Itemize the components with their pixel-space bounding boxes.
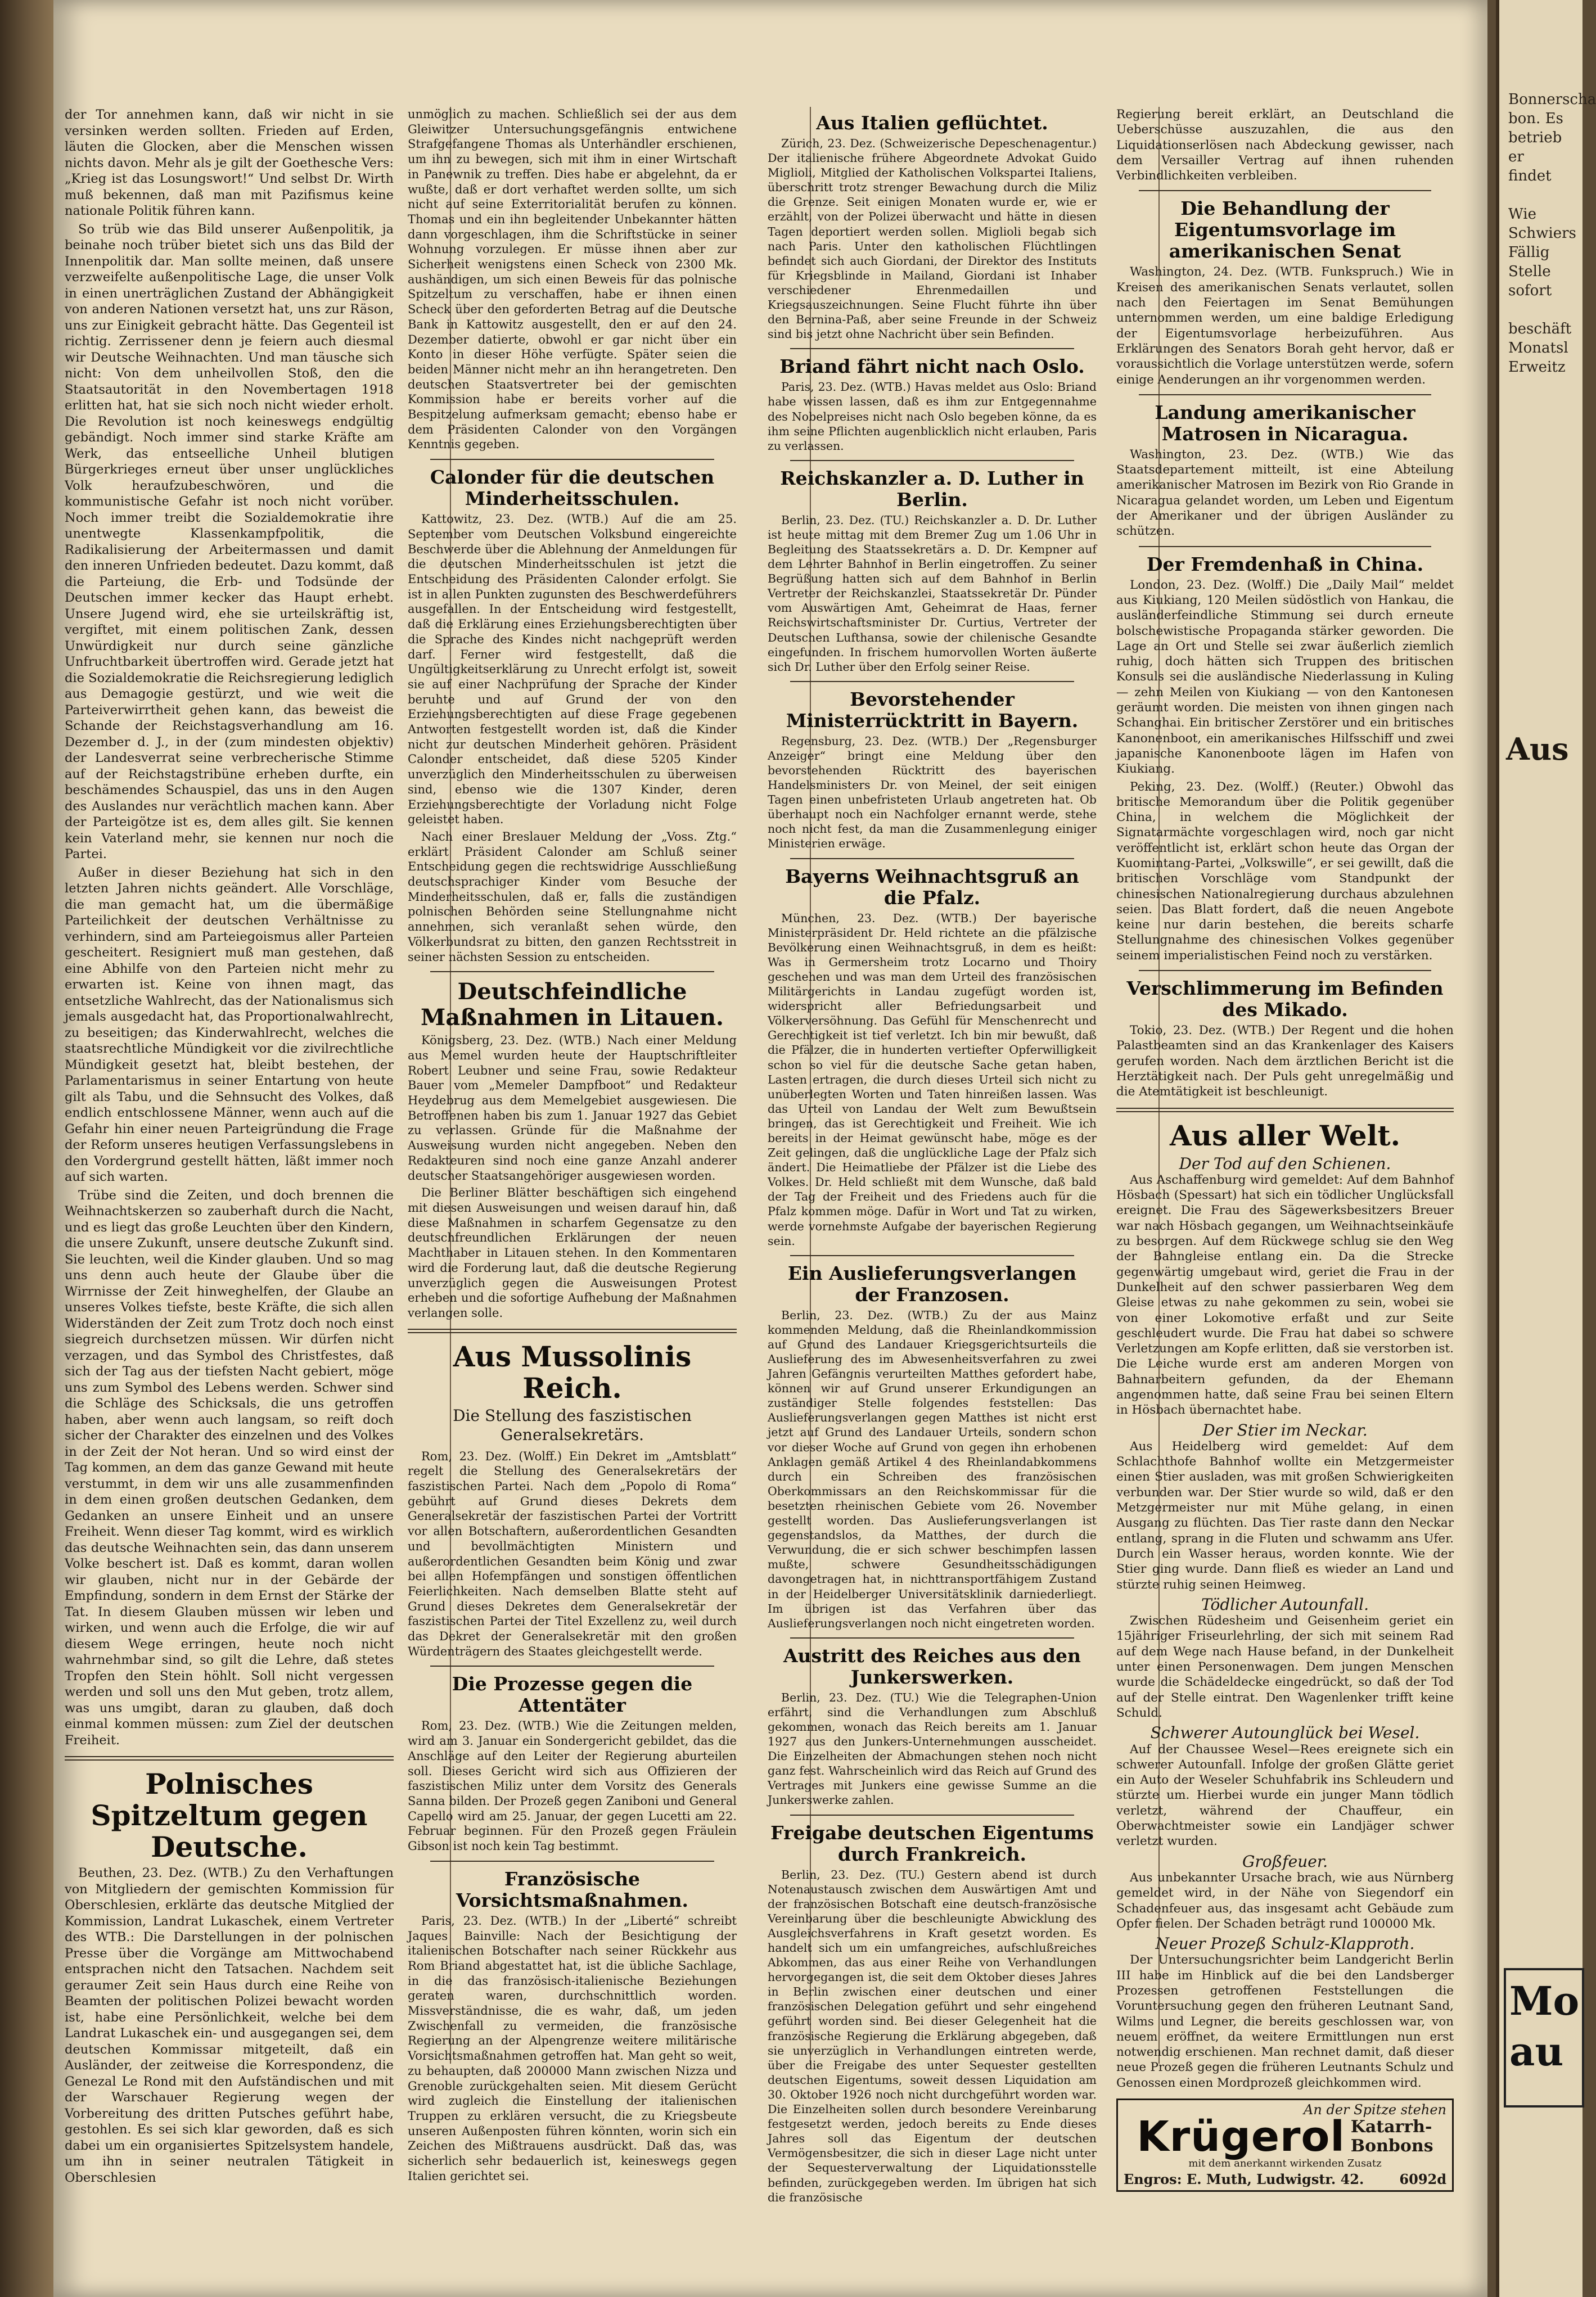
article-text: Beuthen, 23. Dez. (WTB.) Zu den Verhaftungen von Mitgliedern der gemischten Kommission für Oberschlesien, erklärte das deutsche Mitglied der Kommission, Landrat Lukaschek, einem Vertreter des WTB.: Die Darstellungen in der polnischen Presse über die Vorgänge am Mittwochabend entsprachen nicht den Tatsachen. Nachdem seit geraumer Zeit sein Haus durch eine Reihe von Beamten der politischen Polizei bewacht worden ist, habe eine Persönlichkeit, welche bei dem Landrat Lukaschek ein- und ausgegangen sei, dem deutschen Kommissar mitgeteilt, daß ein Ausländer, der zeitweise die Korrespondenz, die Genezal Le Rond mit den Aufständischen und mit der Warschauer Regierung wegen der Vorbereitung des dritten Putsches geführt habe, gestohlen. Es sei sich klar geworden, daß es sich dabei um ein organisiertes Spitzelsystem handele, um ihn in seiner neutralen Tätigkeit in Oberschlesien (65, 1866, 394, 2185)
headline-senat: Die Behandlung der Eigentumsvorlage im amerikanischen Senat (1169, 197, 1401, 263)
krugerol-advertisement (1116, 2099, 1454, 2192)
adjacent-page-ad (1504, 1968, 1584, 2108)
divider (1139, 190, 1431, 191)
headline-mussolini: Aus Mussolinis Reich. (453, 1339, 692, 1405)
left-book-spine (0, 0, 53, 2297)
article-text: Berlin, 23. Dez. (TU.) Wie die Telegraphen-Union erfährt, sind die Verhandlungen zum Abschluß gekommen, wonach das Reich bereits am 1. Januar 1927 aus den Junkers-Unternehmungen ausscheidet. Die Einzelheiten der Abmachungen stehen noch nicht ganz fest. Wahrscheinlich wird das Reich auf Grund des Vertrages mit Junkers eine gewisse Summe an die Junkerswerke zahlen. (768, 1690, 1097, 1807)
subheading: Neuer Prozeß Schulz-Klapproth. (1155, 1934, 1415, 1953)
article-text: Der Untersuchungsrichter beim Landgericht Berlin III habe im Hinblick auf die bei den Landsberger Prozessen getroffenen Feststellungen die Voruntersuchung gegen den früheren Leutnant Sand, Wilms und Legner, die bereits geschlossen war, von neuem eröffnet, da weitere Ermittlungen nun erst notwendig erschienen. Man rechnet damit, daß dieser neue Prozeß gegen die früheren Leutnants Schulz und Genossen einen Mordprozeß gleichkommen wird. (1116, 1953, 1454, 2090)
headline-eigentum: Freigabe deutschen Eigentums durch Frankreich. (770, 1821, 1094, 1865)
article-text: Rom, 23. Dez. (Wolff.) Ein Dekret im „Amtsblatt“ regelt die Stellung des Generalsekretärs der faszistischen Partei. Nach dem „Popolo di Roma“ gebührt auf Grund dieses Dekrets dem Generalsekretär der faszistischen Partei der Vortritt vor allen Botschaftern, außerordentlichen Gesandten und bevollmächtigten Ministern und außerordentlichen Gesandten beim König und zwar bei allen Hofempfängen und sonstigen öffentlichen Feierlichkeiten. Nach demselben Blatte steht auf Grund dieses Dekretes dem Generalsekretär der faszistischen Partei der Titel Exzellenz zu, weil durch das Dekret der Generalsekretär mit den großen Würdenträgern des Staates gleichgestellt werde. (408, 1449, 737, 1658)
headline-prozesse: Die Prozesse gegen die Attentäter (452, 1673, 693, 1717)
article-text: Tokio, 23. Dez. (WTB.) Der Regent und die hohen Palastbeamten sind an das Krankenlager des Kaisers gerufen worden. Nach dem ärztlichen Bericht ist die Herztätigkeit nach. Der Puls geht unregelmäßig und die Atemtätigkeit ist beschleunigt. (1116, 1023, 1454, 1099)
headline-aus-aller-welt: Aus aller Welt. (1169, 1118, 1401, 1152)
article-text: Königsberg, 23. Dez. (WTB.) Nach einer Meldung aus Memel wurden heute der Hauptschriftleiter Robert Leubner und seine Frau, sowie Redakteur Bauer vom „Memeler Dampfboot“ und Redakteur Heydebrug aus dem Memelgebiet ausgewiesen. Die Betroffenen haben bis zum 1. Januar 1927 das Gebiet zu verlassen. Gründe für die Maßnahme der Ausweisung wurden nicht angegeben. Neben den Redakteuren sind noch eine ganze Anzahl anderer deutscher Staatsangehöriger ausgewiesen worden. (408, 1034, 737, 1183)
divider (790, 348, 1074, 349)
article-text: Berlin, 23. Dez. (WTB.) Zu der aus Mainz kommenden Meldung, daß die Rheinlandkommission auf Grund des Landauer Kriegsgerichtsurteils die Auslieferung des im Abwesenheitsverfahren zu zwei Jahren Gefängnis verurteilten Matthes gefordert habe, können wir auf Grund unserer Erkundigungen an zuständiger Stelle folgendes feststellen: Das Auslieferungsverlangen gegen Matthes ist nicht erst jetzt auf Grund des Landauer Urteils, sondern schon vor dieser Woche auf Grund von gegen ihn erhobenen Anklagen gemäß Artikel 4 des Rheinlandabkommens durch ein Schreiben des französischen Oberkommissars an den Reichskommissar für die besetzten rheinischen Gebiete vom 26. November gestellt worden. Das Auslieferungsverlangen ist gegenstandslos, da Matthes, der durch die Verwundung, die er sich schwer beschimpfen lassen mußte, schwere Gesundheitsschädigungen davongetragen hat, in nichttransportfähigem Zustand in der Heidelberger Universitätsklinik darniederliegt. Im übrigen ist das Verfahren über das Auslieferungsverlangen noch nicht eingetreten worden. (768, 1308, 1097, 1630)
article-text: Rom, 23. Dez. (WTB.) Wie die Zeitungen melden, wird am 3. Januar ein Sondergericht gebildet, das die Anschläge auf den Leiter der Regierung aburteilen soll. Dieses Gericht wird sich aus Offizieren der faszistischen Miliz unter dem Vorsitz des Generals Sanna bilden. Der Prozeß gegen Zaniboni und General Capello wird am 25. Januar, der gegen Lucetti am 22. Februar beginnen. Für den Prozeß gegen Fräulein Gibson ist noch kein Tag bestimmt. (408, 1719, 737, 1853)
article-text: Trübe sind die Zeiten, und doch brennen die Weihnachtskerzen so zauberhaft durch die Nacht, und es liegt das große Leuchten über den Kindern, die unsere Zukunft, unsere deutsche Zukunft sind. Sie leuchten, weil die Kinder glauben. Und so mag uns denn auch heute der Glaube über die Wirrnisse der Zeit hinweghelfen, der Glaube an unseres Volkes tiefste, beste Kräfte, die sich allen Widerständen der Zeit zum Trotz doch noch einst siegreich durchsetzen müssen. Wir dürfen nicht verzagen, und das Symbol des Christfestes, daß sich der Tag aus der tiefsten Nacht gebiert, möge uns zum Symbol des Lebens werden. Schwer sind die Schläge des Schicksals, die uns getroffen haben, aber wenn auch langsam, so reift doch sicher der Charakter des einzelnen und des Volkes in der Zeit der Not heran. Und so wird einst der Tag kommen, an dem das ganze Gewand mit heute verstummt, in dem wir uns alle zusammenfinden in dem einen großen deutschen Gedanken, dem Gedanken an unsere Einheit und an unsere Freiheit. Wenn dieser Tag kommt, wird es wirklich das deutsche Weihnachten sein, das dann unserem Volke beschert ist. Daß es kommt, daran wollen wir glauben, nicht nur in der Gebärde der Empfindung, sondern in dem Ernst der Stärke der Tat. In diesem Glauben müssen wir leben und wirken, und wenn auch die Erfolge, die wir auf diesem Wege erringen, heute noch nicht wahrnehmbar sind, so gilt die Lehre, daß stetes Tropfen den Stein höhlt. Soll nicht vergessen werden und soll uns den Mut geben, trotz allem, was uns umgibt, daran zu glauben, daß doch einmal kommen müssen: zum Ziel der deutschen Freiheit. (65, 1188, 394, 1748)
article-text: Aus Heidelberg wird gemeldet: Auf dem Schlachthofe Bahnhof wollte ein Metzgermeister einen Stier ausladen, was mit großen Schwierigkeiten verbunden war. Der Stier wurde so wild, daß er den Metzgermeister nur mit Mühe gelang, in einen Ausgang zu flüchten. Das Tier raste dann den Neckar entlang, sprang in die Fluten und schwamm ans Ufer. Durch ein Wasser heraus, worden konnte. Wie der Stier ging wurde. Dann fließ es wieder an Land und stürzte ruhig seinen Heimweg. (1116, 1439, 1454, 1592)
divider (430, 459, 714, 460)
ad-brand-name: Krügerol (1137, 2112, 1345, 2161)
newspaper-page (53, 0, 1487, 2297)
headline-minister: Bevorstehender Ministerrücktritt in Bayern. (786, 688, 1079, 732)
headline-briand: Briand fährt nicht nach Oslo. (779, 355, 1085, 378)
article-text: Die Berliner Blätter beschäftigen sich eingehend mit diesen Ausweisungen und weisen darauf hin, daß diese Maßnahmen in scharfem Gegensatze zu den deutschfreundlichen Erklärungen der neuen Machthaber in Litauen stehen. In den Kommentaren wird die Forderung laut, daß die deutsche Regierung unverzüglich gegen die Ausweisungen Protest erheben und die sofortige Aufhebung der Maßnahmen verlangen solle. (408, 1186, 737, 1320)
article-text: Kattowitz, 23. Dez. (WTB.) Auf die am 25. September vom Deutschen Volksbund eingereichte Beschwerde über die Ablehnung der Anmeldungen für die deutschen Minderheitsschulen ist jetzt die Entscheidung des Präsidenten Calonder erfolgt. Sie ist in allen Punkten zugunsten des Beschwerdeführers ausgefallen. In der Entscheidung wird festgestellt, daß die Erklärung eines Erziehungsberechtigten über die Sprache des Kindes nicht nachgeprüft werden darf. Ferner wird festgestellt, daß die Ungültigkeitserklärung zu Unrecht erfolgt ist, soweit sie auf einer Nachprüfung der Sprache der Kinder beruhte und auf Grund der von den Erziehungsberechtigten auf diese Frage gegebenen Antworten festgestellt worden ist, daß die Kinder nicht zur deutschen Minderheit gehören. Präsident Calonder entscheidet, daß diese 5205 Kinder unverzüglich den Minderheitsschulen zu überweisen sind, ebenso wie die 1307 Kinder, deren Erziehungsberechtigte der Vorladung nicht Folge geleistet haben. (408, 512, 737, 827)
divider (65, 1756, 394, 1761)
article-text: Nach einer Breslauer Meldung der „Voss. Ztg.“ erklärt Präsident Calonder am Schluß seiner Entscheidung gegen die rechtswidrige Ausschließung deutschsprachiger Kinder vom Besuche der Minderheitsschulen, daß er, falls die zuständigen polnischen Behörden seine Stellungnahme nicht annehmen, sich veranlaßt sehen würde, den Völkerbundsrat zu bitten, den ganzen Rechtsstreit in seiner nächsten Session zu entscheiden. (408, 829, 737, 964)
article-text: Peking, 23. Dez. (Wolff.) (Reuter.) Obwohl das britische Memorandum über die Politik gegenüber China, in welchem die Möglichkeit der Signatarmächte vorgeschlagen wird, noch gar nicht veröffentlicht ist, erklärt schon heute das Organ der Kuomintang-Partei, „Volkswille“, er sei gewillt, daß die britischen Vorschläge vom Standpunkt der chinesischen Nationalregierung durchaus abzulehnen seien. Das Blatt fordert, daß die neuen Angebote keine nur darin bestehen, die bereits scharfe Stellungnahme des chinesischen Volkes gegenüber seinem imperialistischen Feind noch zu verstärken. (1116, 779, 1454, 963)
headline-junkers: Austritt des Reiches aus den Junkerswerken. (783, 1644, 1081, 1688)
headline-china: Der Fremdenhaß in China. (1146, 553, 1424, 575)
divider (790, 1815, 1074, 1816)
divider (1139, 394, 1431, 395)
adjacent-page-headline: Aus (1506, 731, 1569, 767)
divider (1139, 970, 1431, 971)
subheading: Tödlicher Autounfall. (1201, 1595, 1369, 1614)
ad-code: 6092d (1399, 2170, 1446, 2187)
subheading: Der Tod auf den Schienen. (1179, 1154, 1391, 1173)
article-text: Aus unbekannter Ursache brach, wie aus Nürnberg gemeldet wird, in der Nähe von Siegendorf ein Schadenfeuer aus, das insgesamt acht Gebäude zum Opfer fielen. Der Schaden beträgt rund 100000 Mk. (1116, 1870, 1454, 1931)
article-text: Aus Aschaffenburg wird gemeldet: Auf dem Bahnhof Hösbach (Spessart) hat sich ein tödlicher Unglücksfall ereignet. Die Frau des Sägewerksbesitzers Breuer war nach Hösbach gegangen, um Weihnachtseinkäufe zu besorgen. Auf dem Rückwege schlug sie den Weg der Bahngleise entlang ein. Da die Strecke gegenwärtig umgebaut wird, geriet die Frau in der Dunkelheit auf den schwer passierbaren Weg dem Gleise etwas zu nahe gekommen zu sein, wobei sie von einer Lokomotive erfaßt und zur Seite geschleudert wurde. Die Frau hat dabei so schwere Verletzungen am Kopfe erlitten, daß sie verstorben ist. Die Leiche wurde erst am anderen Morgen von Bahnarbeitern gefunden, da der Ehemann angenommen hatte, daß seine Frau bei seinen Eltern in Hösbach übernachtet habe. (1116, 1172, 1454, 1418)
article-text: Zwischen Rüdesheim und Geisenheim geriet ein 15jähriger Friseurlehrling, der sich mit seinem Rad auf dem Wege nach Hause befand, in der Dunkelheit unter einen Personenwagen. Dem jungen Menschen wurde die Schädeldecke eingedrückt, so daß der Tod auf der Stelle eintrat. Den Wagenlenker trifft keine Schuld. (1116, 1614, 1454, 1720)
article-text: Washington, 24. Dez. (WTB. Funkspruch.) Wie in Kreisen des amerikanischen Senats verlautet, sollen nach den Feiertagen im Senat Bemühungen unternommen werden, um eine baldige Erledigung der Eigentumsvorlage herbeizuführen. Aus Erklärungen des Senators Borah geht hervor, daß er voraussichtlich die Vorlage unterstützen werde, sofern einige Aenderungen an ihr vorgenommen werden. (1116, 265, 1454, 387)
divider (790, 460, 1074, 461)
divider (430, 1666, 714, 1667)
column-4 (1116, 107, 1454, 2192)
headline-pfalz: Bayerns Weihnachtsgruß an die Pfalz. (785, 865, 1079, 909)
adjacent-page-text: Bonnerscha bon. Es betrieb er findet Wie Schwiers Fällig Stelle sofort beschäft Monatsl Erweitz (1508, 91, 1596, 376)
article-text: Paris, 23. Dez. (WTB.) In der „Liberté“ schreibt Jaques Bainville: Nach der Besichtigung der italienischen Botschafter nach seiner Rückkehr aus Rom Briand abgestattet hat, ist die übliche Sachlage, in die das französisch-italienische Beziehungen geraten waren, durchschnittlich worden. Missverständnisse, die es wahr, daß, um jeden Zwischenfall zu vermeiden, die französische Regierung an der Alpengrenze weitere militärische Vorsichtsmaßnahmen getroffen hat. Man geht so weit, zu behaupten, daß 200000 Mann zwischen Nizza und Grenoble zurückgehalten seien. Mit diesem Gerücht wird zugleich die Einstellung der italienischen Truppen zu erklären versucht, die zu Kriegsbeute unseren Außenposten führen könnten, worin sich ein Zeichen des Mißtrauens ausdrückt. Daß das, was sicherlich sehr bedauerlich ist, keineswegs gegen Italien gerichtet sei. (408, 1914, 737, 2183)
article-text: Auf der Chaussee Wesel—Rees ereignete sich ein schwerer Autounfall. Infolge der großen Glätte geriet ein Auto der Weseler Schuhfabrik ins Schleudern und stürzte um. Hierbei wurde ein junger Mann tödlich verletzt, während der Chauffeur, ein Oberwachtmeister sowie ein Landjäger schwer verletzt wurden. (1116, 1742, 1454, 1849)
headline-mikado: Verschlimmerung im Befinden des Mikado. (1126, 977, 1444, 1021)
headline-luther: Reichskanzler a. D. Luther in Berlin. (780, 467, 1084, 511)
article-text: Berlin, 23. Dez. (TU.) Reichskanzler a. D. Dr. Luther ist heute mittag mit dem Bremer Zug um 1.06 Uhr in Begleitung des Staatssekretärs a. D. Dr. Kempner auf dem Lehrter Bahnhof in Berlin eingetroffen. Zu seiner Begrüßung hatten sich auf dem Bahnhof in Berlin Vertreter der Reichskanzlei, Staatssekretär Dr. Pünder vom Auswärtigen Amt, Geheimrat de Haas, ferner Reichswirtschaftsminister Dr. Curtius, Vertreter der Deutschen Lufthansa, sowie der chilenische Gesandte eingefunden. In frischem humorvollen Worten äußerte sich Dr. Luther über den Erfolg seiner Reise. (768, 513, 1097, 674)
column-1 (65, 107, 394, 2188)
headline-auslieferung: Ein Auslieferungsverlangen der Franzosen. (787, 1262, 1077, 1306)
ad-note: mit dem anerkannt wirkenden Zusatz (1188, 2158, 1382, 2170)
article-text: So trüb wie das Bild unserer Außenpolitik, ja beinahe noch trüber bietet sich uns das Bild der Innenpolitik dar. Man sollte meinen, daß unsere verzweifelte außenpolitische Lage, die unser Volk in einen unerträglichen Zustand der Abhängigkeit von anderen Nationen versetzt hat, uns zur Räson, uns zur Einigkeit gebracht hätte. Das Gegenteil ist richtig. Zerrissener denn je feiern auch diesmal wir Deutsche Weihnachten. Und man täusche sich nicht: Von dem unheilvollen Stoß, den die Staatsautorität in den Novembertagen 1918 erlitten hat, hat sie sich noch nicht wieder erholt. Die Revolution ist noch keineswegs endgültig gebändigt. Noch immer sind starke Kräfte am Werk, das entseelliche Unheil blutigen Bürgerkrieges erneut über unser unglückliches Volk heraufzubeschwören, und die kommunistische Gefahr ist noch nicht vorüber. Noch immer treibt die Sozialdemokratie ihre unentwegte Klassenkampfpolitik, die Radikalisierung der Arbeitermassen und damit den inneren Unfrieden bedeutet. Dazu kommt, daß die Parteiung, die Erb- und Todsünde der Deutschen immer kecker das Haupt erhebt. Unsere Jugend wird, ehe sie urteilskräftig ist, vergiftet, mit einem politischen Zank, dessen Unwürdigkeit nur durch seine gänzliche Unfruchtbarkeit übertroffen wird. Gerade jetzt hat die Sozialdemokratie die Reichsregierung lediglich aus Demagogie gestürzt, und wie weit die Parteiverwirrtheit gehen kann, das beweist die Schande der Reichstagsverhandlung am 16. Dezember d. J., in der (zum mindesten objektiv) der Landesverrat seine verbrecherische Stimme auf der Reichstagstribüne erheben durfte, ein beschämendes Schauspiel, das uns in den Augen des Auslandes nur verächtlich machen kann. Aber der Parteigötze ist es, dem alles gilt. Sie kennen kein Vaterland mehr, sie kennen nur noch die Partei. (65, 222, 394, 861)
article-text: Paris, 23. Dez. (WTB.) Havas meldet aus Oslo: Briand habe wissen lassen, daß es ihm zur Entgegennahme des Nobelpreises nicht nach Oslo begeben könne, da es ihm seine Pflichten augenblicklich nicht erlauben, Paris zu verlassen. (768, 380, 1097, 453)
adjacent-page-edge (1496, 0, 1596, 2297)
ad-product (1351, 2118, 1433, 2156)
article-text: London, 23. Dez. (Wolff.) Die „Daily Mail“ meldet aus Kiukiang, 120 Meilen südöstlich von Hankau, die ausländerfeindliche Stimmung sei durch erneute bolschewistische Propaganda stärker geworden. Die Lage an Ort und Stelle sei zwar äußerlich ziemlich ruhig, doch hätten sich Truppen des britischen Konsuls sei die ausländische Niederlassung in Kuling — zehn Meilen von Kiukiang — von den Kantonesen geräumt worden. Die meisten von ihnen gingen nach Schanghai. Ein britischer Zerstörer und ein britisches Kanonenboot, ein amerikanisches Hilfsschiff und zwei japanische Kanonenboote lägen im Hafen von Kiukiang. (1116, 577, 1454, 777)
headline-vorsicht: Französische Vorsichtsmaßnahmen. (456, 1867, 689, 1911)
article-text: Regensburg, 23. Dez. (WTB.) Der „Regensburger Anzeiger“ bringt eine Meldung über den bevorstehenden Rücktritt des bayerischen Handelsministers Dr. von Meinel, der seit einigen Tagen einen unbefristeten Urlaub angetreten hat. Ob überhaupt noch ein Nachfolger ernannt werde, stehe noch nicht fest, da man die Zusammenlegung einiger Ministerien erwäge. (768, 734, 1097, 851)
divider (430, 1861, 714, 1862)
headline-italien: Aus Italien geflüchtet. (816, 112, 1048, 134)
article-text: Washington, 23. Dez. (WTB.) Wie das Staatsdepartement mitteilt, ist eine Abteilung amerikanischer Matrosen im Bezirk von Rio Grande in Nicaragua gelandet worden, um Leben und Eigentum der Amerikaner und der übrigen Ausländer zu schützen. (1116, 447, 1454, 539)
article-text: Außer in dieser Beziehung hat sich in den letzten Jahren nichts geändert. Alle Vorschläge, die man gemacht hat, um die übermäßige Parteilichkeit der deutschen Verhältnisse zu verhindern, sind am Parteiegoismus aller Parteien gescheitert. Resigniert muß man gestehen, daß eine Abhilfe von den Parteien nicht mehr zu erwarten ist. Keine von ihnen magt, das entsetzliche Wahlrecht, das der Nationalismus sich jemals ausgedacht hat, das Proportionalwahlrecht, zu beseitigen; das Kinderwahlrecht, welches die staatsrechtliche Mündigkeit vor die zivilrechtliche Mündigkeit gesetzt hat, bleibt bestehen, der Parlamentarismus in seiner Entartung von heute gilt als Tabu, und die Sehnsucht des Volkes, daß endlich entschlossene Männer, wenn auch auf die Gefahr hin einer neuen Parteigründung die Frage der Reform unseres heutigen Verfassungslebens in den Vordergrund gestellt hätten, läßt immer noch auf sich warten. (65, 865, 394, 1184)
divider (790, 858, 1074, 859)
article-text: Berlin, 23. Dez. (TU.) Gestern abend ist durch Notenaustausch zwischen dem Auswärtigen Amt und der französischen Botschaft eine deutsch-französische Vereinbarung über die beschleunigte Abwicklung des Ausgleichsverfahrens in Kraft gesetzt worden. Es handelt sich um ein umfangreiches, aufschlußreiches Abkommen, das aus einer Reihe von Verhandlungen hervorgegangen ist, die seit dem Oktober dieses Jahres in Berlin zwischen einer deutschen und einer französischen Delegation geführt und sehr eingehend geführt worden sind. Bei dieser Gelegenheit hat die französische Regierung die Erklärung abgegeben, daß sie unverzüglich in Verhandlungen eintreten werde, über die Freigabe des unter Sequester gestellten deutschen Eigentums, soweit dessen Liquidation am 30. Oktober 1926 noch nicht durchgeführt worden war. Die Einzelheiten sollen durch besondere Vereinbarung festgesetzt werden, jedoch bereits zu Ende dieses Jahres soll das Eigentum der deutschen Vermögensbesitzer, die sich in dieser Lage nicht unter der Sequesterverwaltung der Liquidationsstelle befinden, zurückgegeben werden. Im übrigen hat sich die französische (768, 1867, 1097, 2204)
headline-nicaragua: Landung amerikanischer Matrosen in Nicaragua. (1155, 401, 1415, 445)
column-3 (768, 107, 1097, 2207)
subheading: Großfeuer. (1242, 1852, 1328, 1871)
divider (790, 681, 1074, 682)
ad-wholesale: Engros: E. Muth, Ludwigstr. 42. (1124, 2170, 1364, 2187)
ad-tagline: An der Spitze stehen (1304, 2102, 1446, 2118)
divider (1139, 546, 1431, 547)
ad-product-line: Katarrh- (1350, 2117, 1432, 2137)
headline-calonder: Calonder für die deutschen Minderheitsschulen. (430, 466, 715, 510)
article-text: Zürich, 23. Dez. (Schweizerische Depeschenagentur.) Der italienische frühere Abgeordnete Advokat Guido Miglioli, Mitglied der Katholischen Volkspartei Italiens, überschritt trotz strenger Bewachung durch die Miliz die Grenze. Seit einigen Monaten wurde er, wie er erzählt, von der Polizei überwacht und hätte in diesen Tagen deportiert werden sollen. Miglioli begab sich nach Paris. Unter den katholischen Flüchtlingen befindet sich auch Giordani, der Direktor des Instituts für Kriegsblinde in Mailand, Giordani ist Inhaber verschiedener Ehrenmedaillen und Kriegsauszeichnungen. Seine Flucht führte ihn über den Bernina-Paß, aber seine Freunde in der Schweiz sind bis jetzt ohne Nachricht über sein Befinden. (768, 137, 1097, 341)
article-text: unmöglich zu machen. Schließlich sei der aus dem Gleiwitzer Untersuchungsgefängnis entwichene Strafgefangene Thomas als Unterhändler erschienen, um ihn zu bewegen, sich mit ihm in einer Wirtschaft in Panewnik zu treffen. Dies habe er abgelehnt, da er wußte, daß er dort verhaftet werden sollte, um sich nicht auf seine Exterritorialität berufen zu können. Thomas und ein ihn begleitender Unbekannter hätten dann vorgeschlagen, ihm die Schriftstücke in seiner Wohnung vorzulegen. Er müsse ihnen aber zur Sicherheit wenigstens einen Scheck von 2300 Mk. aushändigen, um sich einen Beweis für das polnische Spitzeltum zu verschaffen, habe er ihnen einen Scheck über den geforderten Betrag auf die Deutsche Bank in Kattowitz ausgestellt, den er auf den 24. Dezember datierte, obwohl er gar nicht über ein Konto in dieser Höhe verfügte. Später seien die beiden Männer nicht mehr an ihn herangetreten. Den deutschen Staatsvertreter bei der gemischten Kommission habe er bereits vorher auf die Bespitzelung aufmerksam gemacht; ebenso habe er dem Präsidenten Calonder von den Vorgängen Kenntnis gegeben. (408, 107, 737, 452)
article-text: Regierung bereit erklärt, an Deutschland die Ueberschüsse auszuzahlen, die aus den Liquidationserlösen nach Abdeckung gewisser, nach dem Versailler Vertrag auf ihnen ruhenden Verbindlichkeiten verbleiben. (1116, 107, 1454, 183)
divider (790, 1255, 1074, 1256)
ad-product-line: Bonbons (1350, 2136, 1433, 2156)
subheading: Schwerer Autounglück bei Wesel. (1150, 1723, 1420, 1743)
subheadline: Die Stellung des faszistischen Generalsekretärs. (453, 1406, 692, 1444)
divider (790, 1637, 1074, 1639)
divider (408, 1329, 737, 1333)
subheading: Der Stier im Neckar. (1202, 1420, 1368, 1439)
ad-brand-row (1124, 2112, 1446, 2161)
divider (430, 971, 714, 972)
ad-footer (1124, 2172, 1446, 2187)
column-2 (408, 107, 737, 2186)
headline-litauen: Deutschfeindliche Maßnahmen in Litauen. (421, 978, 724, 1031)
adjacent-ad-text: Mo au (1509, 1978, 1580, 2075)
headline-spitzeltum: Polnisches Spitzeltum gegen Deutsche. (91, 1767, 368, 1863)
article-text: München, 23. Dez. (WTB.) Der bayerische Ministerpräsident Dr. Held richtete an die pfälzische Bevölkerung einen Weihnachtsgruß, in dem es heißt: Was in Germersheim trotz Locarno und Thoiry geschehen und was man dem Urteil des französischen Militärgerichts in Landau zugefügt worden ist, widerspricht aller Befriedungsarbeit und Völkerversöhnung. Das Gefühl für Menschenrecht und Gerechtigkeit ist tief verletzt. Ich bin mir bewußt, daß die Pfälzer, die in hunderten vertiefter Opferwilligkeit schon so viel für die deutsche Sache getan haben, Lasten ertragen, die durch dieses Urteil sich nicht zu unüberlegten Worten und Taten hinreißen lassen. Was das Urteil von Landau der Welt zum Bewußtsein bringen, das ist Gerechtigkeit und Freiheit. Wie ich bereits in der Heimat gewünscht habe, möge es der Zeit gelingen, daß die unglückliche Lage der Pfalz sich ändert. Die Heimatliebe der Pfälzer ist die Liebe des Volkes. Dr. Held schließt mit dem Wunsche, daß bald der Tag der Freiheit und des Friedens auch für die Pfalz kommen möge. Dafür in Wort und Tat zu wirken, werde vornehmste Aufgabe der bayerischen Regierung sein. (768, 911, 1097, 1248)
article-text: der Tor annehmen kann, daß wir nicht in sie versinken werden sollten. Frieden auf Erden, läuten die Glocken, aber die Menschen wissen nichts davon. Mehr als je gilt der Goethesche Vers: „Krieg ist das Losungswort!“ Und selbst Dr. Wirth muß bekennen, daß man mit Pazifismus keine nationale Politik führen kann. (65, 107, 394, 218)
divider (1116, 1108, 1454, 1112)
